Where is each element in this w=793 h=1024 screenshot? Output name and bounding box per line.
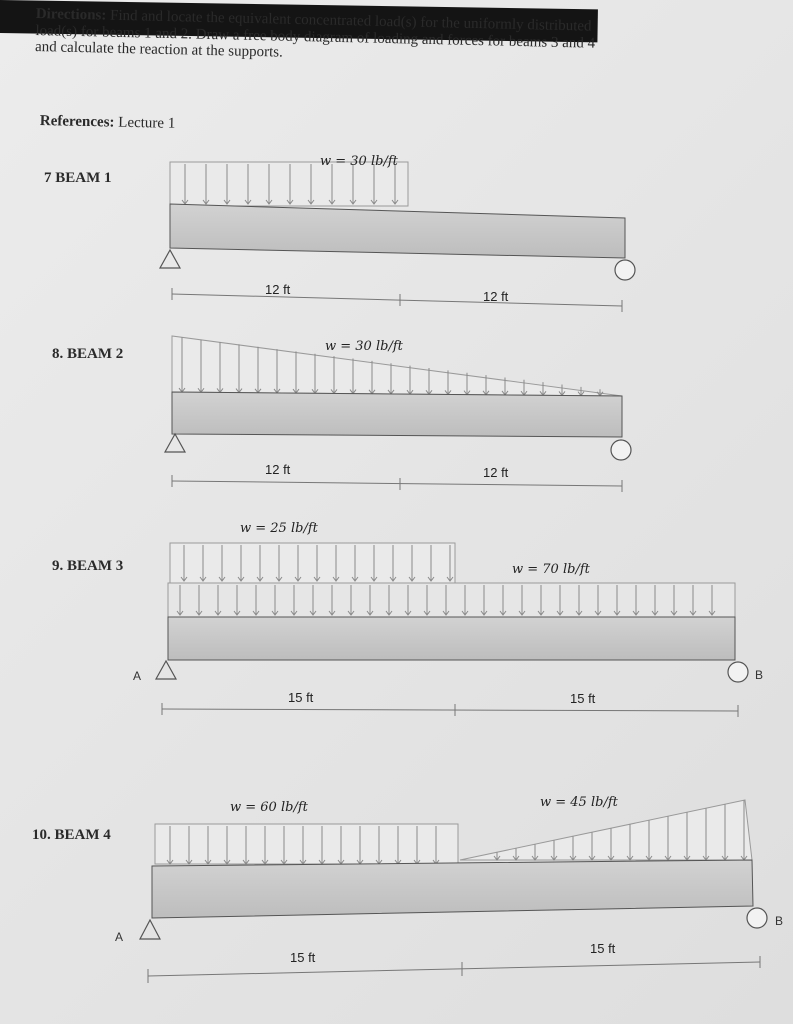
beam-4-support-b: B [775,914,784,928]
beam-2-pin-support [165,434,185,452]
beam-4-load-60 [155,824,458,864]
beam-3-span-1: 15 ft [288,690,314,705]
beam-1-title: 7 BEAM 1 [44,170,112,186]
beam-3-figure [133,521,763,717]
beam-4-support-a: A [115,930,124,944]
beam-3-body [168,617,735,660]
beam-4-title: 10. BEAM 4 [32,827,111,843]
beam-2-dimension-line [172,475,622,492]
beam-1-load-label: w = 30 lb/ft [320,154,398,169]
beam-3-support-b: B [755,668,764,682]
references-label: References: [39,113,115,131]
beam-2-roller-support [611,440,631,460]
beam-2-title: 8. BEAM 2 [52,346,124,362]
beam-3-load-2-label: w = 70 lb/ft [512,562,590,577]
beam-4-dimension-line [148,956,760,983]
directions-text: Find and locate the equivalent concentrated load(s) for the uniformly distributed load(s) for beams 1 and 2. Draw a free body diagram of loading and forces for beams 3 and 4 and calculate the reaction at the supports. [34,7,596,61]
beam-4-span-2: 15 ft [590,941,616,956]
beam-4-body [152,860,753,918]
beam-2-load-label: w = 30 lb/ft [325,339,403,354]
beam-1-roller-support [615,260,635,280]
beam-2-figure [165,336,631,492]
beam-3-pin-support [156,661,176,679]
beam-4-pin-support [140,920,160,939]
beam-3-load-70 [168,583,735,617]
beam-4-load-1-label: w = 60 lb/ft [230,800,308,815]
beam-2-span-1: 12 ft [265,462,291,477]
beam-1-span-1: 12 ft [265,282,291,297]
beam-4-roller-support [747,908,767,928]
beam-4-span-1: 15 ft [290,950,316,965]
beam-3-support-a: A [133,669,142,683]
beam-3-load-1-label: w = 25 lb/ft [240,521,318,536]
beam-3-dimension-line [162,703,738,717]
beam-1-dimension-line [172,288,622,312]
beam-3-roller-support [728,662,748,682]
beam-1-span-2: 12 ft [483,289,509,304]
beam-1-figure [160,154,635,312]
beam-1-pin-support [160,250,180,268]
beam-2-span-2: 12 ft [483,465,509,480]
references-text: Lecture 1 [114,114,176,132]
directions-label: Directions: [35,6,107,24]
beam-4-figure [115,795,783,983]
beam-2-body [172,392,622,437]
beam-4-load-2-label: w = 45 lb/ft [540,795,618,810]
beam-1-body [170,204,625,258]
beam-3-title: 9. BEAM 3 [52,558,124,574]
beam-3-span-2: 15 ft [570,691,596,706]
